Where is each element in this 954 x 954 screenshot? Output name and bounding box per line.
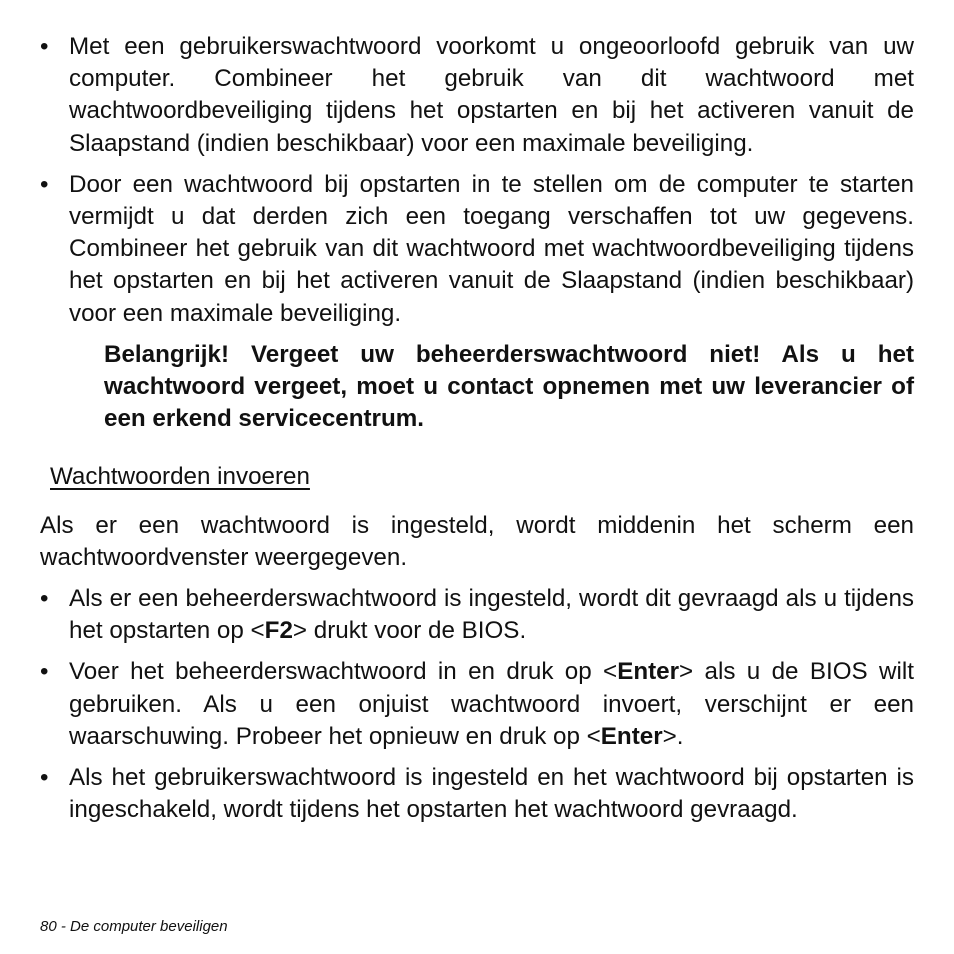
list-item <box>40 583 914 647</box>
key-f2: F2 <box>264 617 293 645</box>
intro-paragraph: Als er een wachtwoord is ingesteld, wordt middenin het scherm een wachtwoordvenster weergegeven. <box>40 511 914 571</box>
bullet-icon: • <box>40 658 49 686</box>
list-item-text: Als het gebruikerswachtwoord is ingesteld en het wachtwoord bij opstarten is ingeschakeld, wordt tijdens het opstarten het wachtwoord gevraagd. <box>69 764 914 824</box>
list-item <box>40 169 914 330</box>
key-enter: Enter <box>600 722 663 750</box>
page-footer: 80 - De computer beveiligen <box>40 918 228 935</box>
list-item-text: Als er een beheerderswachtwoord is ingesteld, wordt dit gevraagd als u tijdens het opstarten op < <box>69 585 914 645</box>
list-item <box>40 656 914 753</box>
list-item-text: >. <box>662 722 684 750</box>
bullet-icon: • <box>40 764 49 792</box>
bullet-icon: • <box>40 170 49 198</box>
bullet-icon: • <box>40 585 49 613</box>
bullet-list-entering <box>40 583 914 826</box>
key-enter: Enter <box>617 658 680 686</box>
bullet-icon: • <box>40 33 49 60</box>
list-item-text: > drukt voor de BIOS. <box>292 617 527 645</box>
list-item-text: Met een gebruikerswachtwoord voorkomt u ongeoorloofd gebruik van uw computer. Combineer het gebruik van dit wachtwoord met wachtwoordbeveiliging tijdens het opstarten en bij het activeren vanuit de Slaapstand (indien beschikbaar) voor een maximale beveiliging. <box>69 33 914 157</box>
bullet-list-passwords <box>40 31 914 330</box>
document-page <box>40 31 914 826</box>
list-item-text: > als u de BIOS wilt gebruiken. Als u een onjuist wachtwoord invoert, verschijnt er een waarschuwing. Probeer het opnieuw en druk op < <box>69 658 914 750</box>
section-heading: Wachtwoorden invoeren <box>50 463 310 491</box>
list-item-text: Door een wachtwoord bij opstarten in te stellen om de computer te starten vermijdt u dat derden zich een toegang verschaffen tot uw gegevens. Combineer het gebruik van dit wachtwoord met wachtwoordbeveiliging tijdens het opstarten en bij het activeren vanuit de Slaapstand (indien beschikbaar) voor een maximale beveiliging. <box>69 170 914 327</box>
important-notice: Belangrijk! Vergeet uw beheerderswachtwoord niet! Als u het wachtwoord vergeet, moet u contact opnemen met uw leverancier of een erkend servicecentrum. <box>104 340 914 433</box>
list-item <box>40 31 914 160</box>
list-item <box>40 762 914 826</box>
list-item-text: Voer het beheerderswachtwoord in en druk op < <box>69 658 618 686</box>
